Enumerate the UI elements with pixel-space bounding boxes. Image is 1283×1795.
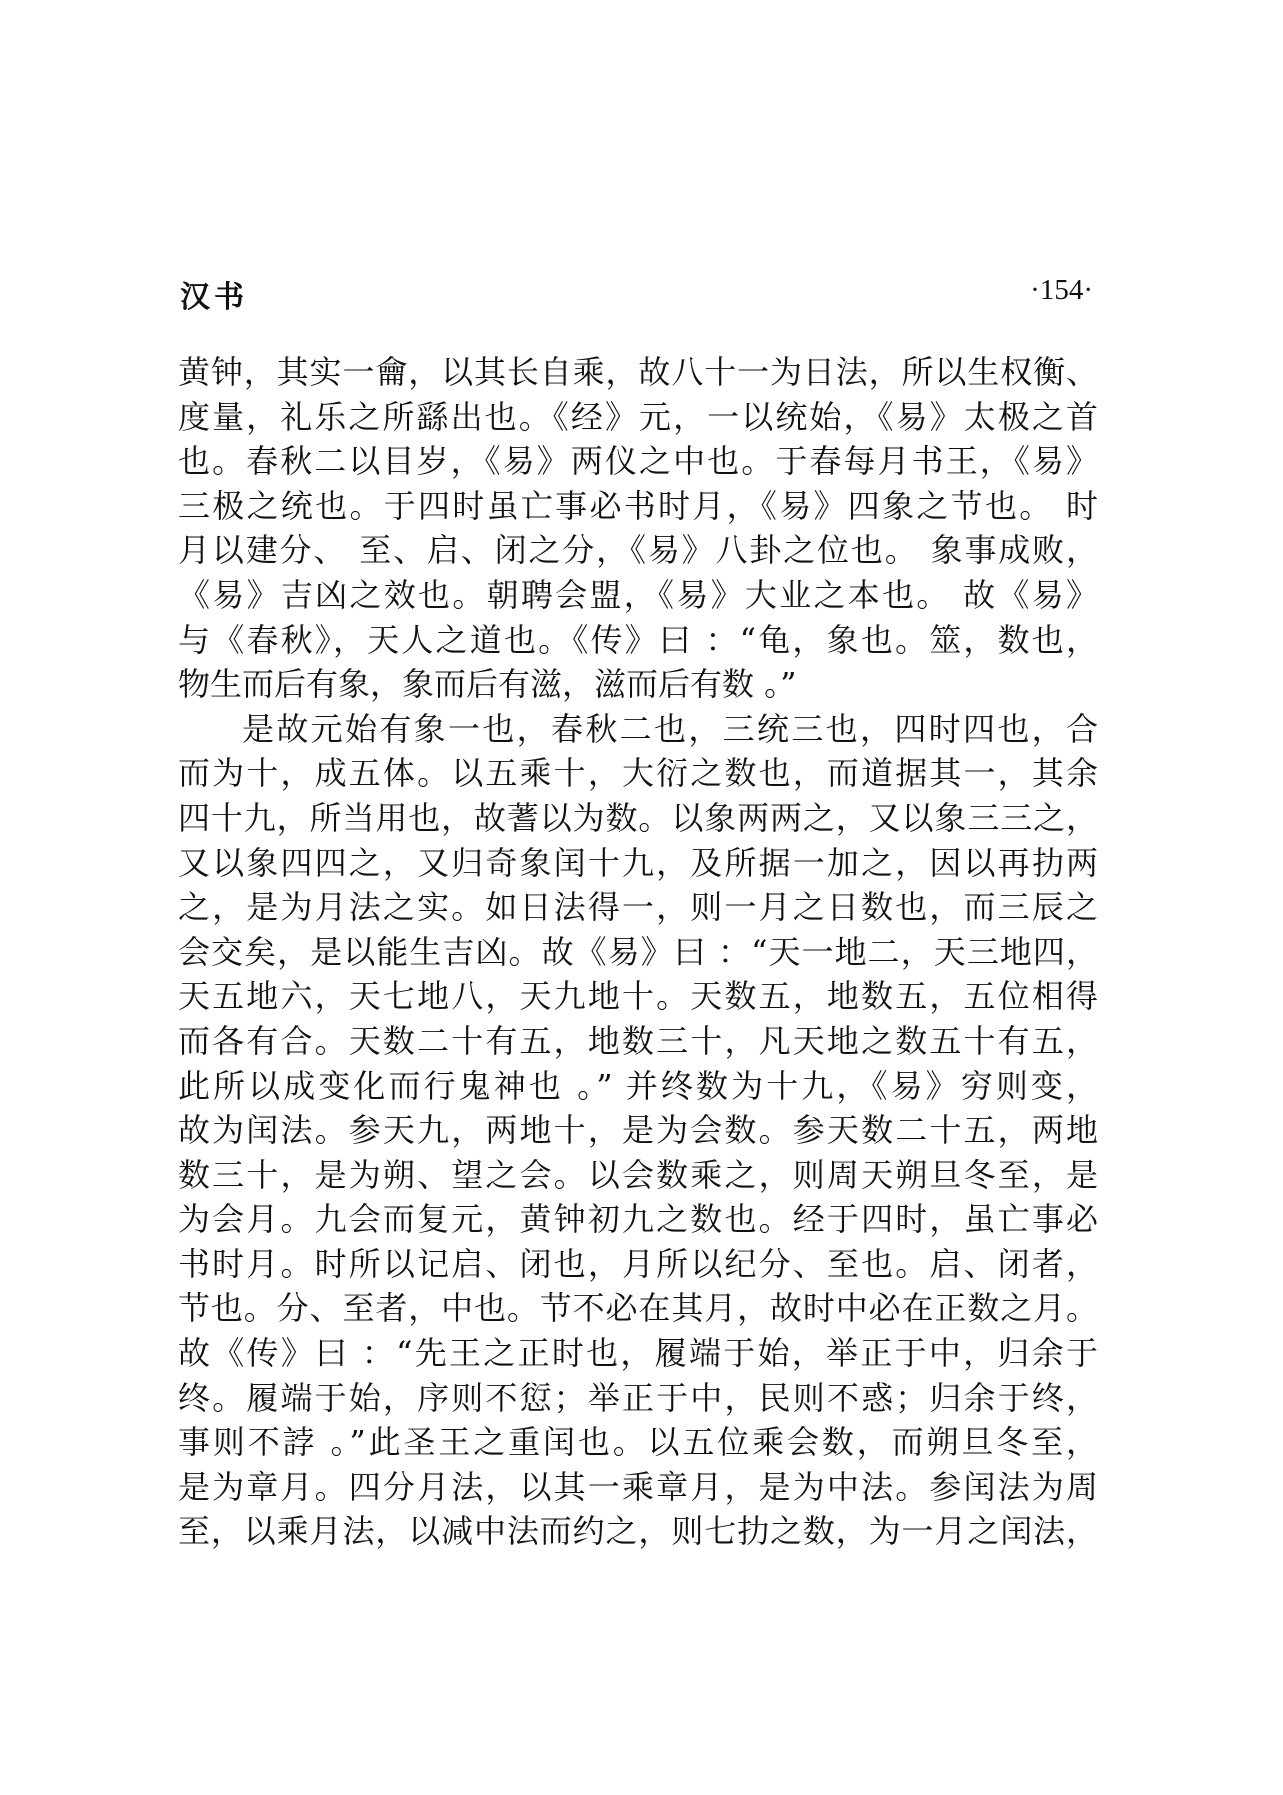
text-line-21: 书时月。时所以记启、闭也，月所以纪分、至也。启、闭者， (178, 1244, 1098, 1283)
book-title: 汉书 (180, 280, 248, 315)
text-line-27: 至，以乘月法，以减中法而约之，则七扐之数，为一月之闰法， (178, 1512, 1098, 1551)
text-line-20: 为会月。九会而复元，黄钟初九之数也。经于四时，虽亡事必 (178, 1200, 1098, 1239)
text-line-15: 天五地六，天七地八，天九地十。天数五，地数五，五位相得 (178, 977, 1098, 1016)
text-line-23: 故《传》曰 ：“先王之正时也，履端于始，举正于中，归余于 (178, 1334, 1098, 1373)
text-line-7: 与《春秋》，天人之道也。《传》曰 ：“龟，象也。筮，数也， (178, 620, 1098, 659)
text-line-6: 《易》吉凶之效也。朝聘会盟，《易》大业之本也。 故《易》 (178, 575, 1098, 614)
text-line-24: 终。履端于始，序则不愆；举正于中，民则不惑；归余于终， (178, 1378, 1098, 1417)
text-line-19: 数三十，是为朔、望之会。以会数乘之，则周天朔旦冬至，是 (178, 1155, 1098, 1194)
page-number: ·154· (1030, 274, 1093, 306)
text-line-4: 三极之统也。于四时虽亡事必书时月，《易》四象之节也。 时 (178, 486, 1098, 525)
text-line-10: 而为十，成五体。以五乘十，大衍之数也，而道据其一，其余 (178, 754, 1098, 793)
text-line-2: 度量，礼乐之所繇出也。《经》元，一以统始，《易》太极之首 (178, 397, 1098, 436)
text-line-9: 是故元始有象一也，春秋二也，三统三也，四时四也，合 (242, 709, 1098, 748)
body-text (178, 350, 1098, 1554)
text-line-16: 而各有合。天数二十有五，地数三十，凡天地之数五十有五， (178, 1021, 1098, 1060)
text-line-11: 四十九，所当用也，故蓍以为数。以象两两之，又以象三三之， (178, 798, 1098, 837)
text-line-17: 此所以成变化而行鬼神也 。” 并终数为十九，《易》穷则变， (178, 1066, 1098, 1105)
text-line-14: 会交矣，是以能生吉凶。故《易》曰 ：“天一地二，天三地四， (178, 932, 1098, 971)
text-line-3: 也。春秋二以目岁，《易》两仪之中也。于春每月书王，《易》 (178, 442, 1098, 481)
running-header (180, 272, 1093, 315)
text-line-26: 是为章月。四分月法，以其一乘章月，是为中法。参闰法为周 (178, 1467, 1098, 1506)
text-line-8: 物生而后有象，象而后有滋，滋而后有数 。” (178, 665, 797, 704)
text-line-13: 之，是为月法之实。如日法得一，则一月之日数也，而三辰之 (178, 888, 1098, 927)
text-line-22: 节也。分、至者，中也。节不必在其月，故时中必在正数之月。 (178, 1289, 1098, 1328)
text-line-18: 故为闰法。参天九，两地十，是为会数。参天数二十五，两地 (178, 1111, 1098, 1150)
text-line-5: 月以建分、 至、启、闭之分，《易》八卦之位也。 象事成败， (178, 531, 1098, 570)
text-line-12: 又以象四四之，又归奇象闰十九，及所据一加之，因以再扐两 (178, 843, 1098, 882)
text-line-25: 事则不誖 。”此圣王之重闰也。以五位乘会数，而朔旦冬至， (178, 1423, 1098, 1462)
text-line-1: 黄钟，其实一龠，以其长自乘，故八十一为日法，所以生权衡、 (178, 353, 1098, 391)
